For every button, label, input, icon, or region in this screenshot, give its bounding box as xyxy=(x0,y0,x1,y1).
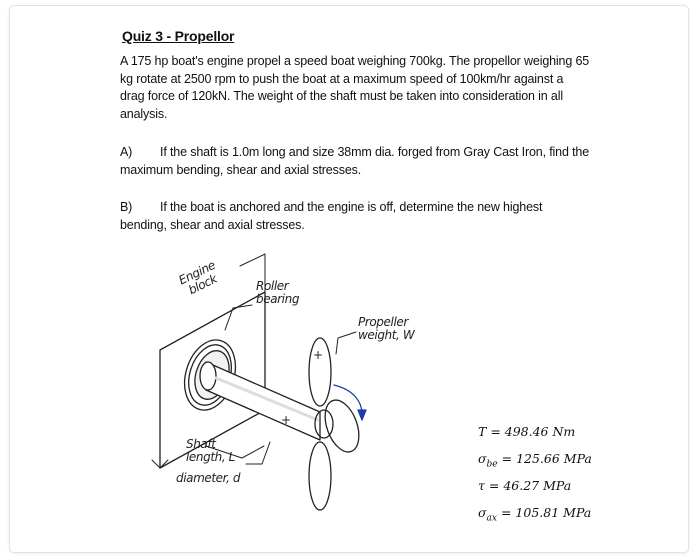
result-subscript: be xyxy=(486,459,498,470)
result-unit: MPa xyxy=(539,478,572,493)
result-value: 498.46 xyxy=(504,424,549,439)
result-unit: Nm xyxy=(548,424,576,439)
propeller-weight-leader xyxy=(336,332,356,354)
result-symbol: σ xyxy=(478,451,487,466)
propeller-shaft-diagram xyxy=(130,250,460,530)
roller-bearing-label: Roller bearing xyxy=(256,279,300,306)
part-a-text: If the shaft is 1.0m long and size 38mm dia. forged from Gray Cast Iron, find the maximum bending, shear and axial stresses. xyxy=(120,145,590,177)
problem-statement: A 175 hp boat's engine propel a speed boat weighing 700kg. The propellor weighing 65 kg rotate at 2500 rpm to push the boat at a maximum speed of 100km/hr against a drag force of 120kN. The weight of the shaft must be taken into consideration in all analysis. xyxy=(120,54,590,121)
result-unit: MPa xyxy=(559,505,592,520)
part-b-tag: B) xyxy=(120,200,133,214)
part-a xyxy=(120,144,590,179)
engine-block-label: Engine block xyxy=(176,257,220,298)
result-symbol: τ xyxy=(478,478,485,493)
result-value: 46.27 xyxy=(503,478,540,493)
plus-sign-hub: + xyxy=(281,413,291,427)
part-b xyxy=(120,199,590,234)
rotation-arrowhead xyxy=(358,410,366,420)
diameter-leader xyxy=(246,442,270,464)
result-unit: MPa xyxy=(559,451,592,466)
result-row: $\sigma_{ax} = 105.81$ MPa xyxy=(478,505,592,524)
part-b-text: If the boat is anchored and the engine is off, determine the new highest bending, shear and axial stresses. xyxy=(120,200,543,232)
shaft-length-label: Shaft length, L xyxy=(186,437,235,464)
quiz-title: Quiz 3 - Propellor xyxy=(122,28,235,44)
result-symbol: σ xyxy=(478,505,487,520)
result-symbol: T xyxy=(478,424,487,439)
result-row: T = 498.46 Nm xyxy=(478,424,576,439)
plus-sign-top: + xyxy=(313,348,323,362)
result-row: τ = 46.27 MPa xyxy=(478,478,572,493)
result-value: 105.81 xyxy=(515,505,560,520)
result-row: $\sigma_{be} = 125.66$ MPa xyxy=(478,451,592,470)
result-subscript: ax xyxy=(486,513,497,524)
propeller-weight-label: Propeller weight, W xyxy=(358,315,415,342)
diameter-label: diameter, d xyxy=(176,471,241,485)
result-value: 125.66 xyxy=(516,451,560,466)
part-a-tag: A) xyxy=(120,145,133,159)
